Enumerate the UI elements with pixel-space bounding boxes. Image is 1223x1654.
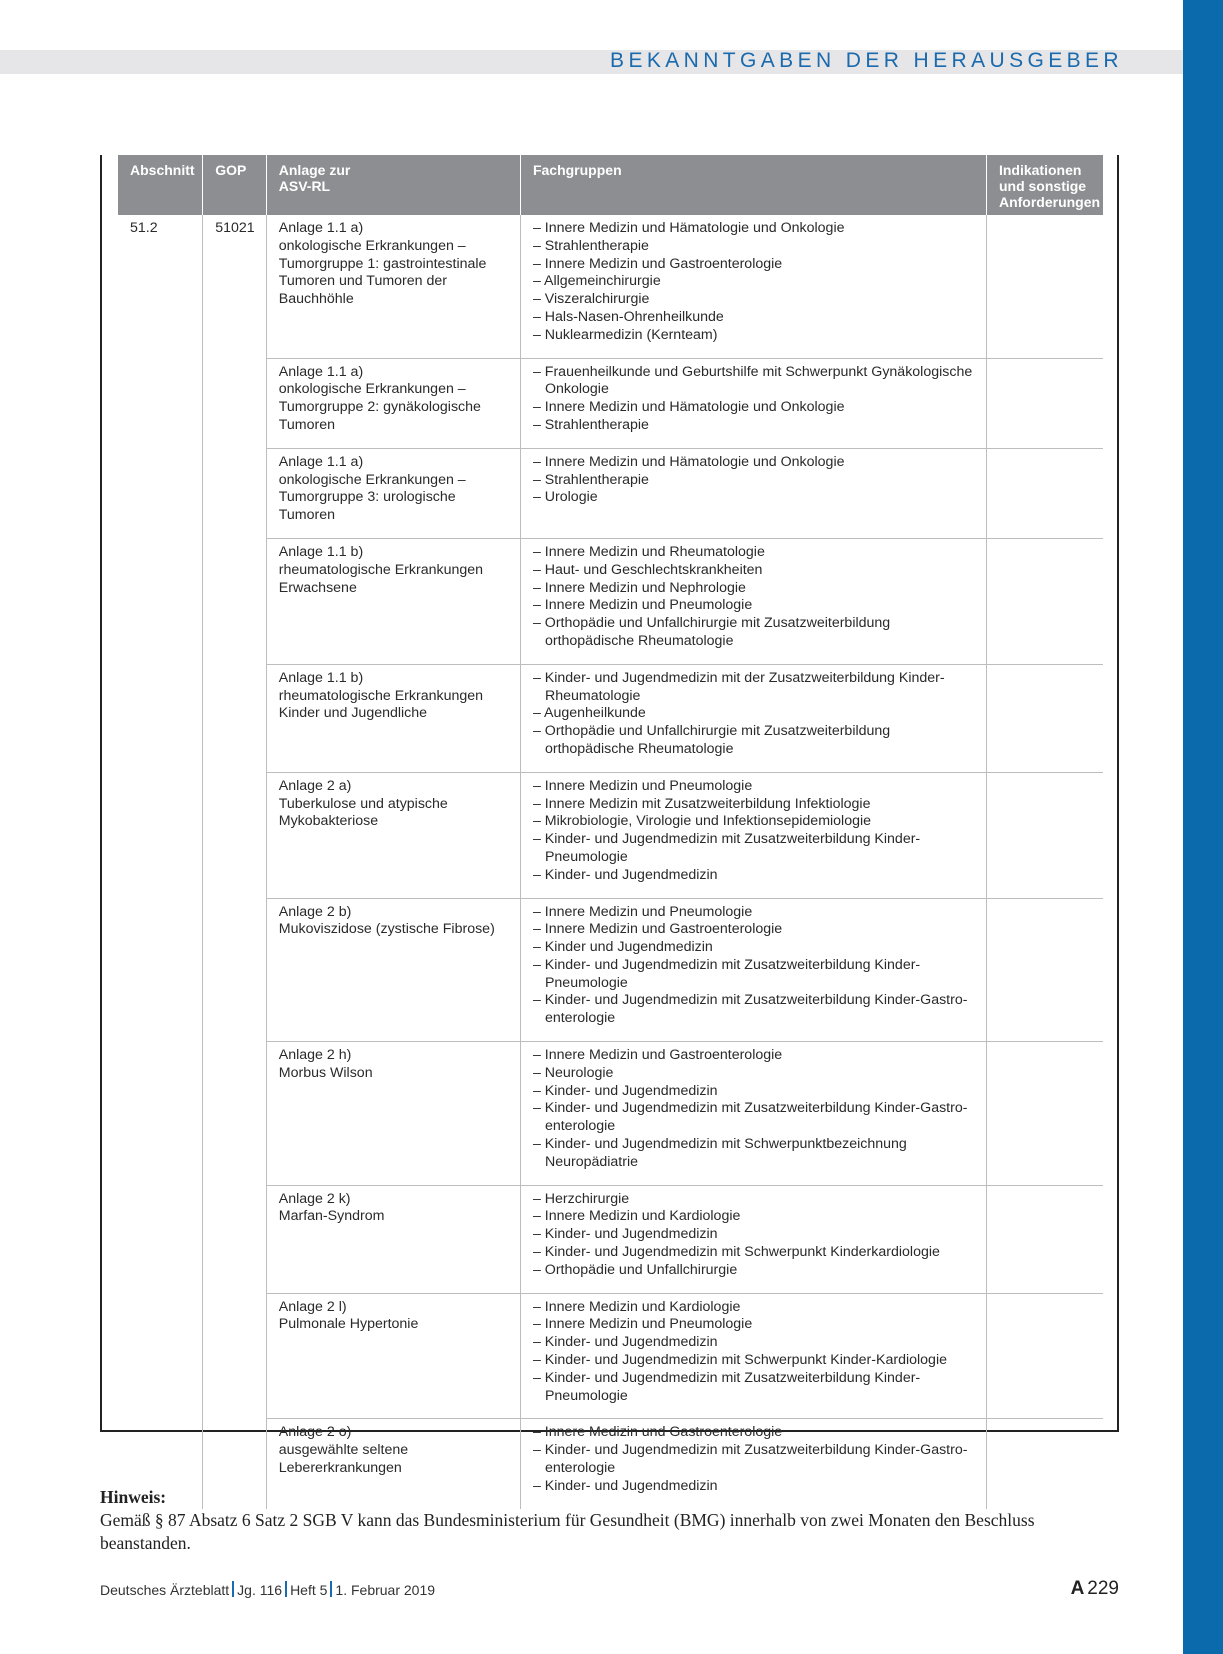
asv-table [118, 155, 1103, 1509]
cell-abschnitt [118, 1293, 203, 1419]
fachgruppe-item: – Neurologie [532, 1064, 614, 1081]
anlage-line: Lebererkrankungen [278, 1460, 402, 1477]
header-indikationen-line: und sonstige [998, 178, 1087, 194]
fachgruppe-item: – Innere Medizin und Kardiologie [532, 1208, 741, 1225]
table-row [118, 538, 1103, 664]
page-number-value: 229 [1087, 1578, 1119, 1599]
cell-gop [203, 538, 267, 664]
cell-indikationen [986, 448, 1103, 538]
fachgruppe-item: – Mikrobiologie, Virologie und Infektionsepidemiologie [532, 813, 872, 830]
cell-anlage [266, 664, 520, 772]
cell-fachgruppen [520, 1042, 986, 1186]
hinweis-title: Hinweis: [100, 1487, 167, 1507]
table-row [118, 772, 1103, 898]
anlage-line: Anlage 1.1 b) [278, 669, 364, 686]
fachgruppe-item: – Kinder- und Jugendmedizin mit Schwerpunkt Kinderkardiologie [532, 1244, 940, 1261]
cell-anlage [266, 538, 520, 664]
fachgruppe-item: – Innere Medizin und Gastroenterologie [532, 1424, 783, 1441]
anlage-line: Morbus Wilson [278, 1064, 373, 1081]
fachgruppe-item: – Kinder- und Jugendmedizin mit der Zusatzweiterbildung Kinder-Rheumatologie [532, 669, 945, 704]
anlage-line: Tuberkulose und atypische [278, 795, 448, 812]
table-row [118, 664, 1103, 772]
anlage-line: Anlage 2 b) [278, 903, 352, 920]
fachgruppe-item: – Innere Medizin und Gastroenterologie [532, 1047, 783, 1064]
header-anlage-line: ASV-RL [278, 178, 331, 194]
anlage-line: onkologische Erkrankungen – [278, 237, 466, 254]
fachgruppe-item: – Innere Medizin mit Zusatzweiterbildung Infektiologie [532, 795, 871, 812]
anlage-line: Anlage 2 l) [278, 1298, 347, 1315]
cell-indikationen [986, 772, 1103, 898]
anlage-line: Anlage 1.1 a) [278, 453, 364, 470]
cell-gop [203, 1042, 267, 1186]
cell-anlage [266, 1042, 520, 1186]
cell-indikationen [986, 898, 1103, 1042]
fachgruppe-item: – Haut- und Geschlechtskrankheiten [532, 561, 763, 578]
anlage-line: ausgewählte seltene [278, 1442, 409, 1459]
cell-abschnitt: 51.2 [130, 220, 158, 236]
fachgruppe-item: – Innere Medizin und Gastroenterologie [532, 921, 783, 938]
cell-gop [203, 772, 267, 898]
fachgruppe-item: – Innere Medizin und Gastroenterologie [532, 255, 783, 272]
anlage-line: Anlage 2 k) [278, 1190, 351, 1207]
footer-separator [285, 1581, 287, 1597]
fachgruppe-item: – Orthopädie und Unfallchirurgie mit Zusatzweiterbildung orthopädische Rheumatologie [532, 723, 891, 757]
cell-gop [203, 1293, 267, 1419]
cell-fachgruppen [520, 1293, 986, 1419]
header-anlage [266, 155, 520, 215]
anlage-line: Tumoren und Tumoren der Bauchhöhle [278, 273, 447, 308]
cell-abschnitt [118, 898, 203, 1042]
section-title: BEKANNTGABEN DER HERAUSGEBER [610, 49, 1123, 72]
fachgruppe-item: – Kinder und Jugendmedizin [532, 939, 713, 956]
fachgruppe-item: – Nuklearmedizin (Kernteam) [532, 326, 718, 343]
fachgruppe-item: – Innere Medizin und Pneumologie [532, 777, 753, 794]
footer-separator [330, 1581, 332, 1597]
footer-jahrgang: Jg. 116 [237, 1582, 283, 1598]
anlage-line: Anlage 1.1 a) [278, 220, 364, 236]
footer-date: 1. Februar 2019 [335, 1582, 436, 1598]
table-row [118, 448, 1103, 538]
anlage-line: Pulmonale Hypertonie [278, 1316, 419, 1333]
cell-anlage [266, 358, 520, 448]
fachgruppe-item: – Strahlentherapie [532, 471, 649, 488]
footer-journal: Deutsches Ärzteblatt [100, 1582, 230, 1598]
fachgruppe-item: – Allgemeinchirurgie [532, 273, 661, 290]
cell-abschnitt [118, 538, 203, 664]
header-indikationen-line: Indikationen [998, 162, 1082, 178]
cell-fachgruppen [520, 215, 986, 358]
cell-abschnitt [118, 358, 203, 448]
cell-abschnitt [118, 448, 203, 538]
fachgruppe-item: – Kinder- und Jugendmedizin [532, 1226, 718, 1243]
page-number [1071, 1578, 1119, 1600]
anlage-line: Tumorgruppe 1: gastrointestinale [278, 255, 487, 272]
anlage-line: Anlage 2 a) [278, 777, 352, 794]
cell-indikationen [986, 1293, 1103, 1419]
fachgruppe-item: – Kinder- und Jugendmedizin mit Zusatzweiterbildung Kinder-Pneumologie [532, 1369, 921, 1404]
cell-indikationen [986, 1042, 1103, 1186]
cell-anlage [266, 898, 520, 1042]
cell-indikationen [986, 664, 1103, 772]
fachgruppe-item: – Strahlentherapie [532, 237, 649, 254]
cell-fachgruppen [520, 898, 986, 1042]
fachgruppe-item: – Kinder- und Jugendmedizin mit Schwerpunktbezeichnung Neuropädiatrie [532, 1136, 907, 1170]
cell-indikationen [986, 1185, 1103, 1293]
table-row [118, 1293, 1103, 1419]
cell-anlage [266, 772, 520, 898]
anlage-line: onkologische Erkrankungen – [278, 381, 466, 398]
fachgruppe-item: – Viszeralchirurgie [532, 291, 650, 308]
cell-fachgruppen [520, 358, 986, 448]
cell-fachgruppen [520, 448, 986, 538]
cell-anlage [266, 1293, 520, 1419]
anlage-line: Tumorgruppe 2: gynäkologische [278, 399, 481, 416]
table-header-row [118, 155, 1103, 215]
header-anlage-line: Anlage zur [278, 162, 351, 178]
fachgruppe-item: – Innere Medizin und Kardiologie [532, 1298, 741, 1315]
fachgruppe-item: – Kinder- und Jugendmedizin mit Schwerpunkt Kinder-Kardiologie [532, 1352, 947, 1369]
anlage-line: Anlage 1.1 b) [278, 543, 364, 560]
fachgruppe-item: – Herzchirurgie [532, 1190, 630, 1207]
cell-abschnitt [118, 664, 203, 772]
anlage-line: Tumoren [278, 416, 336, 433]
fachgruppe-item: – Kinder- und Jugendmedizin mit Zusatzweiterbildung Kinder-Pneumologie [532, 831, 921, 865]
fachgruppe-item: – Innere Medizin und Pneumologie [532, 1316, 753, 1333]
cell-fachgruppen [520, 1185, 986, 1293]
table-row [118, 1185, 1103, 1293]
anlage-line: Kinder und Jugendliche [278, 705, 428, 722]
anlage-line: Anlage 2 h) [278, 1047, 352, 1064]
fachgruppe-item: – Innere Medizin und Pneumologie [532, 597, 753, 614]
cell-anlage [266, 215, 520, 358]
cell-gop [203, 448, 267, 538]
anlage-line: Marfan-Syndrom [278, 1208, 385, 1225]
anlage-line: Mykobakteriose [278, 813, 379, 830]
side-color-stripe [1183, 0, 1223, 1654]
fachgruppe-item: – Kinder- und Jugendmedizin [532, 1334, 718, 1351]
cell-indikationen [986, 215, 1103, 358]
cell-abschnitt [118, 1042, 203, 1186]
table-row [118, 358, 1103, 448]
cell-fachgruppen [520, 772, 986, 898]
anlage-line: Tumorgruppe 3: urologische Tumoren [278, 489, 456, 524]
anlage-line: Erwachsene [278, 579, 357, 596]
fachgruppe-item: – Innere Medizin und Nephrologie [532, 579, 746, 596]
fachgruppe-item: – Kinder- und Jugendmedizin mit Zusatzweiterbildung Kinder-Gastro-enterologie [532, 1100, 968, 1135]
footer-heft: Heft 5 [290, 1582, 328, 1598]
fachgruppe-item: – Kinder- und Jugendmedizin [532, 1082, 718, 1099]
anlage-line: Anlage 1.1 a) [278, 363, 364, 380]
fachgruppe-item: – Innere Medizin und Rheumatologie [532, 543, 765, 560]
header-gop: GOP [203, 155, 267, 215]
fachgruppe-item: – Kinder- und Jugendmedizin mit Zusatzweiterbildung Kinder-Gastro-enterologie [532, 992, 968, 1027]
fachgruppe-item: – Frauenheilkunde und Geburtshilfe mit Schwerpunkt Gynäkologische Onkologie [532, 363, 973, 398]
fachgruppe-item: – Innere Medizin und Hämatologie und Onkologie [532, 399, 845, 416]
cell-gop [203, 358, 267, 448]
fachgruppe-item: – Kinder- und Jugendmedizin [532, 1477, 718, 1494]
table-row [118, 898, 1103, 1042]
fachgruppe-item: – Augenheilkunde [532, 705, 646, 722]
fachgruppe-item: – Innere Medizin und Pneumologie [532, 903, 753, 920]
anlage-line: rheumatologische Erkrankungen [278, 687, 484, 704]
fachgruppe-item: – Innere Medizin und Hämatologie und Onkologie [532, 220, 845, 236]
header-indikationen-line: Anforderungen [998, 194, 1101, 210]
cell-abschnitt [118, 1185, 203, 1293]
fachgruppe-item: – Strahlentherapie [532, 416, 649, 433]
anlage-line: Anlage 2 o) [278, 1424, 352, 1441]
footer-citation [100, 1581, 435, 1598]
footer-separator [232, 1581, 234, 1597]
fachgruppe-item: – Innere Medizin und Hämatologie und Onkologie [532, 453, 845, 470]
header-abschnitt: Abschnitt [118, 155, 203, 215]
cell-gop [203, 664, 267, 772]
anlage-line: Mukoviszidose (zystische Fibrose) [278, 921, 495, 938]
table-row [118, 215, 1103, 358]
cell-anlage [266, 448, 520, 538]
table-body [118, 215, 1103, 1509]
cell-indikationen [986, 358, 1103, 448]
anlage-line: onkologische Erkrankungen – [278, 471, 466, 488]
cell-gop: 51021 [203, 215, 267, 358]
cell-fachgruppen [520, 538, 986, 664]
fachgruppe-item: – Hals-Nasen-Ohrenheilkunde [532, 308, 724, 325]
fachgruppe-item: – Kinder- und Jugendmedizin mit Zusatzweiterbildung Kinder-Gastro-enterologie [532, 1442, 968, 1477]
cell-gop [203, 1185, 267, 1293]
cell-fachgruppen [520, 664, 986, 772]
hinweis-text: Gemäß § 87 Absatz 6 Satz 2 SGB V kann das Bundesministerium für Gesundheit (BMG) innerhalb von zwei Monaten den Beschluss beanstanden. [100, 1510, 1035, 1553]
header-fachgruppen: Fachgruppen [520, 155, 986, 215]
cell-gop [203, 898, 267, 1042]
cell-anlage [266, 1185, 520, 1293]
fachgruppe-item: – Orthopädie und Unfallchirurgie mit Zusatzweiterbildung orthopädische Rheumatologie [532, 615, 891, 649]
cell-indikationen [986, 538, 1103, 664]
hinweis-block [100, 1486, 1120, 1555]
anlage-line: rheumatologische Erkrankungen [278, 561, 484, 578]
table-row [118, 1042, 1103, 1186]
page-prefix: A [1070, 1578, 1085, 1599]
fachgruppe-item: – Kinder- und Jugendmedizin mit Zusatzweiterbildung Kinder-Pneumologie [532, 956, 921, 991]
cell-abschnitt [118, 772, 203, 898]
fachgruppe-item: – Orthopädie und Unfallchirurgie [532, 1261, 738, 1278]
header-indikationen [986, 155, 1103, 215]
fachgruppe-item: – Urologie [532, 489, 598, 506]
fachgruppe-item: – Kinder- und Jugendmedizin [532, 866, 718, 883]
